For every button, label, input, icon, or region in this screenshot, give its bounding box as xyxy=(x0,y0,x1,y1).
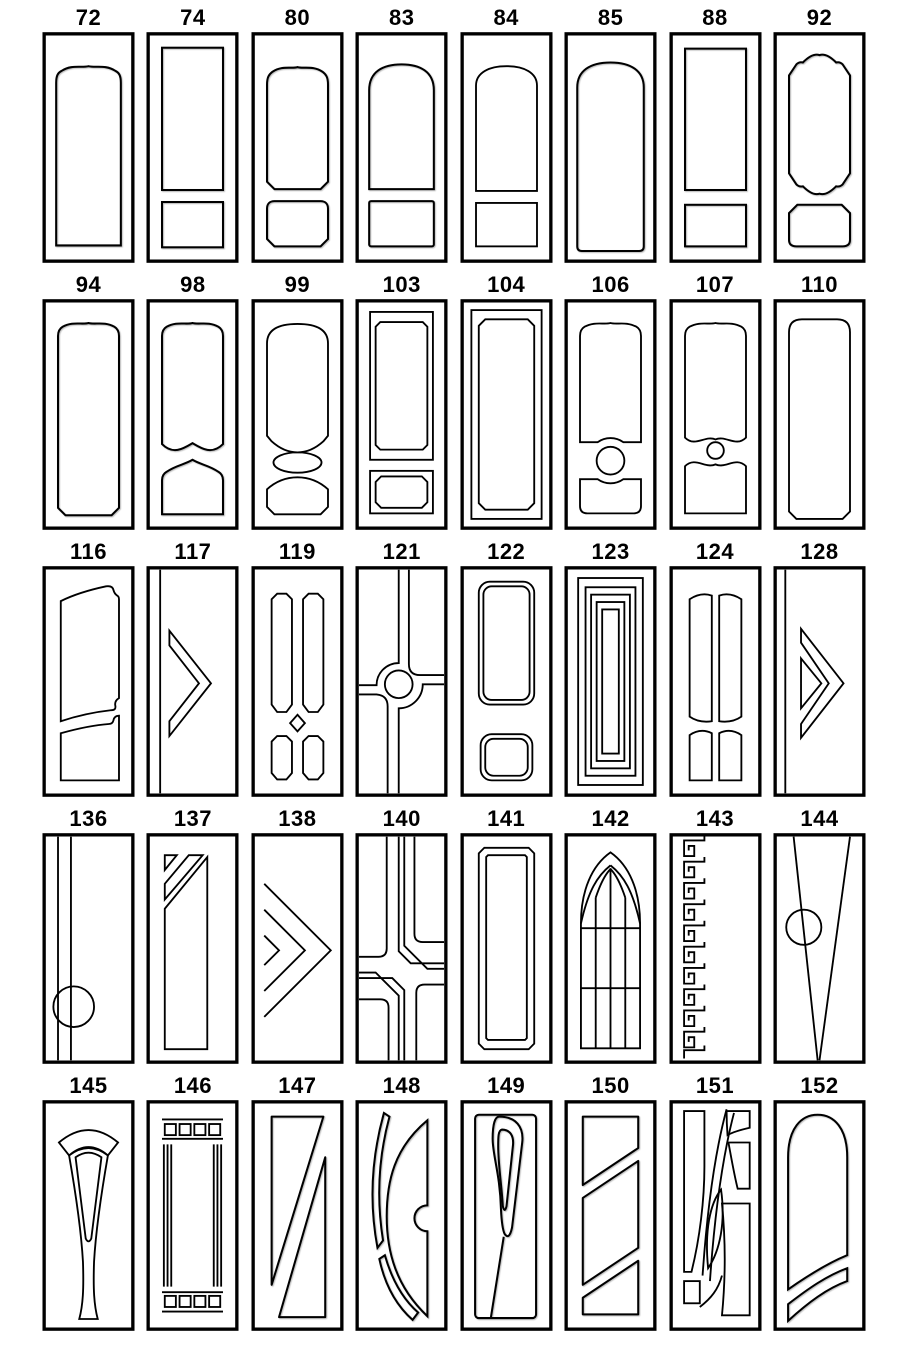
door-drawing-double-frame-clipped xyxy=(460,833,553,1064)
door-cell xyxy=(669,6,762,263)
door-cell xyxy=(564,6,657,263)
door-number: 138 xyxy=(278,806,317,831)
door-cell xyxy=(146,273,239,530)
door-number: 80 xyxy=(284,5,311,30)
door-drawing-arch-panel-square-base xyxy=(460,32,553,263)
door-cell xyxy=(42,6,135,263)
door-number: 74 xyxy=(180,5,206,30)
door-cell xyxy=(773,273,866,530)
door-number: 103 xyxy=(382,272,421,297)
door-number: 94 xyxy=(75,272,102,297)
door-drawing-scalloped-octagon-panels xyxy=(773,32,866,263)
door-number: 84 xyxy=(493,5,519,30)
door-number: 116 xyxy=(70,539,107,564)
door-cell xyxy=(42,1074,135,1331)
door-number: 140 xyxy=(382,806,421,831)
door-drawing-wave-split-panels xyxy=(146,299,239,530)
door-cell xyxy=(564,273,657,530)
door-number: 141 xyxy=(487,806,526,831)
door-cell xyxy=(146,6,239,263)
door-drawing-crescent-half-disc xyxy=(355,1100,448,1331)
door-drawing-small-circle-wave-panels xyxy=(669,299,762,530)
door-drawing-cathedral-panel xyxy=(42,32,135,263)
door-cell xyxy=(42,540,135,797)
door-drawing-art-nouveau-curves xyxy=(669,1100,762,1331)
door-number: 104 xyxy=(487,272,526,297)
door-cell xyxy=(669,540,762,797)
door-drawing-greek-key-border xyxy=(669,833,762,1064)
door-number: 123 xyxy=(591,539,630,564)
door-number: 128 xyxy=(800,539,839,564)
door-drawing-cathedral-clipped-panel xyxy=(42,299,135,530)
door-cell xyxy=(564,1074,657,1331)
door-number: 117 xyxy=(174,539,212,564)
door-cell xyxy=(355,1074,448,1331)
door-cell xyxy=(564,807,657,1064)
door-drawing-rounded-top-clipped-panel xyxy=(773,299,866,530)
door-cell xyxy=(146,807,239,1064)
door-number: 72 xyxy=(75,5,102,30)
door-number: 88 xyxy=(702,5,728,30)
door-drawing-full-height-arch-panel xyxy=(564,32,657,263)
door-cell xyxy=(460,540,553,797)
door-cell xyxy=(460,807,553,1064)
door-number: 83 xyxy=(389,5,415,30)
door-cell xyxy=(773,1074,866,1331)
door-cell xyxy=(564,540,657,797)
door-drawing-circle-medallion-panels xyxy=(564,299,657,530)
door-number: 124 xyxy=(695,539,735,564)
door-cell xyxy=(460,1074,553,1331)
door-cell xyxy=(773,807,866,1064)
door-number: 144 xyxy=(800,806,839,831)
door-drawing-offset-cross-circle xyxy=(355,566,448,797)
door-number: 119 xyxy=(278,539,316,564)
door-number: 110 xyxy=(800,272,838,297)
door-number: 98 xyxy=(180,272,206,297)
door-drawing-concentric-frames xyxy=(564,566,657,797)
door-cell xyxy=(251,273,344,530)
door-number: 137 xyxy=(173,806,213,831)
door-number: 136 xyxy=(69,806,108,831)
door-cell xyxy=(355,273,448,530)
door-number: 151 xyxy=(695,1073,735,1098)
door-cell xyxy=(355,807,448,1064)
door-cell xyxy=(251,807,344,1064)
door-cell xyxy=(146,540,239,797)
door-number: 142 xyxy=(591,806,630,831)
door-cell xyxy=(773,540,866,797)
door-cell xyxy=(146,1074,239,1331)
door-number: 122 xyxy=(487,539,526,564)
door-number: 85 xyxy=(597,5,624,30)
door-number: 107 xyxy=(695,272,735,297)
door-cell xyxy=(669,807,762,1064)
door-cell xyxy=(355,540,448,797)
door-drawing-nested-rect-panels xyxy=(355,299,448,530)
door-drawing-diagonal-stripe-panel xyxy=(146,833,239,1064)
door-number: 146 xyxy=(173,1073,213,1098)
door-cell xyxy=(42,273,135,530)
door-drawing-slanted-panels xyxy=(564,1100,657,1331)
door-cell xyxy=(251,6,344,263)
door-drawing-v-lines-circle xyxy=(773,833,866,1064)
door-cell xyxy=(460,273,553,530)
door-drawing-four-curved-panels xyxy=(669,566,762,797)
door-drawing-roman-arch-panel xyxy=(355,32,448,263)
door-cell xyxy=(42,807,135,1064)
door-number: 149 xyxy=(487,1073,526,1098)
door-drawing-arch-panel-clipped-corners xyxy=(251,32,344,263)
door-number: 106 xyxy=(591,272,630,297)
door-drawing-teardrop-hook xyxy=(460,1100,553,1331)
door-cell xyxy=(251,540,344,797)
door-drawing-triple-chevron xyxy=(251,833,344,1064)
door-number: 99 xyxy=(284,272,311,297)
door-drawing-twin-lines-circle xyxy=(42,833,135,1064)
door-drawing-triangle-band-stripe xyxy=(773,566,866,797)
door-drawing-art-deco-fan xyxy=(42,1100,135,1331)
door-number: 152 xyxy=(800,1073,839,1098)
door-number: 150 xyxy=(591,1073,630,1098)
door-drawing-twin-columns-diamond xyxy=(251,566,344,797)
door-number: 92 xyxy=(806,5,833,30)
door-number: 147 xyxy=(278,1073,317,1098)
door-drawing-gothic-window xyxy=(564,833,657,1064)
door-cell xyxy=(669,1074,762,1331)
door-drawing-arch-swoosh xyxy=(773,1100,866,1331)
door-cell xyxy=(773,6,866,263)
door-drawing-two-square-panels xyxy=(669,32,762,263)
door-drawing-double-frame-panels xyxy=(460,566,553,797)
door-number: 145 xyxy=(69,1073,108,1098)
door-cell xyxy=(669,273,762,530)
door-drawing-twin-triangles xyxy=(251,1100,344,1331)
door-cell xyxy=(355,6,448,263)
door-drawing-asymmetric-wave-panels xyxy=(42,566,135,797)
door-drawing-framed-octagon-panel xyxy=(460,299,553,530)
door-number: 121 xyxy=(382,539,421,564)
door-cell xyxy=(251,1074,344,1331)
door-drawing-two-flat-panels xyxy=(146,32,239,263)
door-cell xyxy=(460,6,553,263)
door-drawing-woven-cross-lines xyxy=(355,833,448,1064)
door-drawing-ellipse-center-panels xyxy=(251,299,344,530)
door-drawing-craftsman-grid xyxy=(146,1100,239,1331)
door-number: 143 xyxy=(695,806,735,831)
door-number: 148 xyxy=(382,1073,421,1098)
door-drawing-chevron-band-stripe xyxy=(146,566,239,797)
